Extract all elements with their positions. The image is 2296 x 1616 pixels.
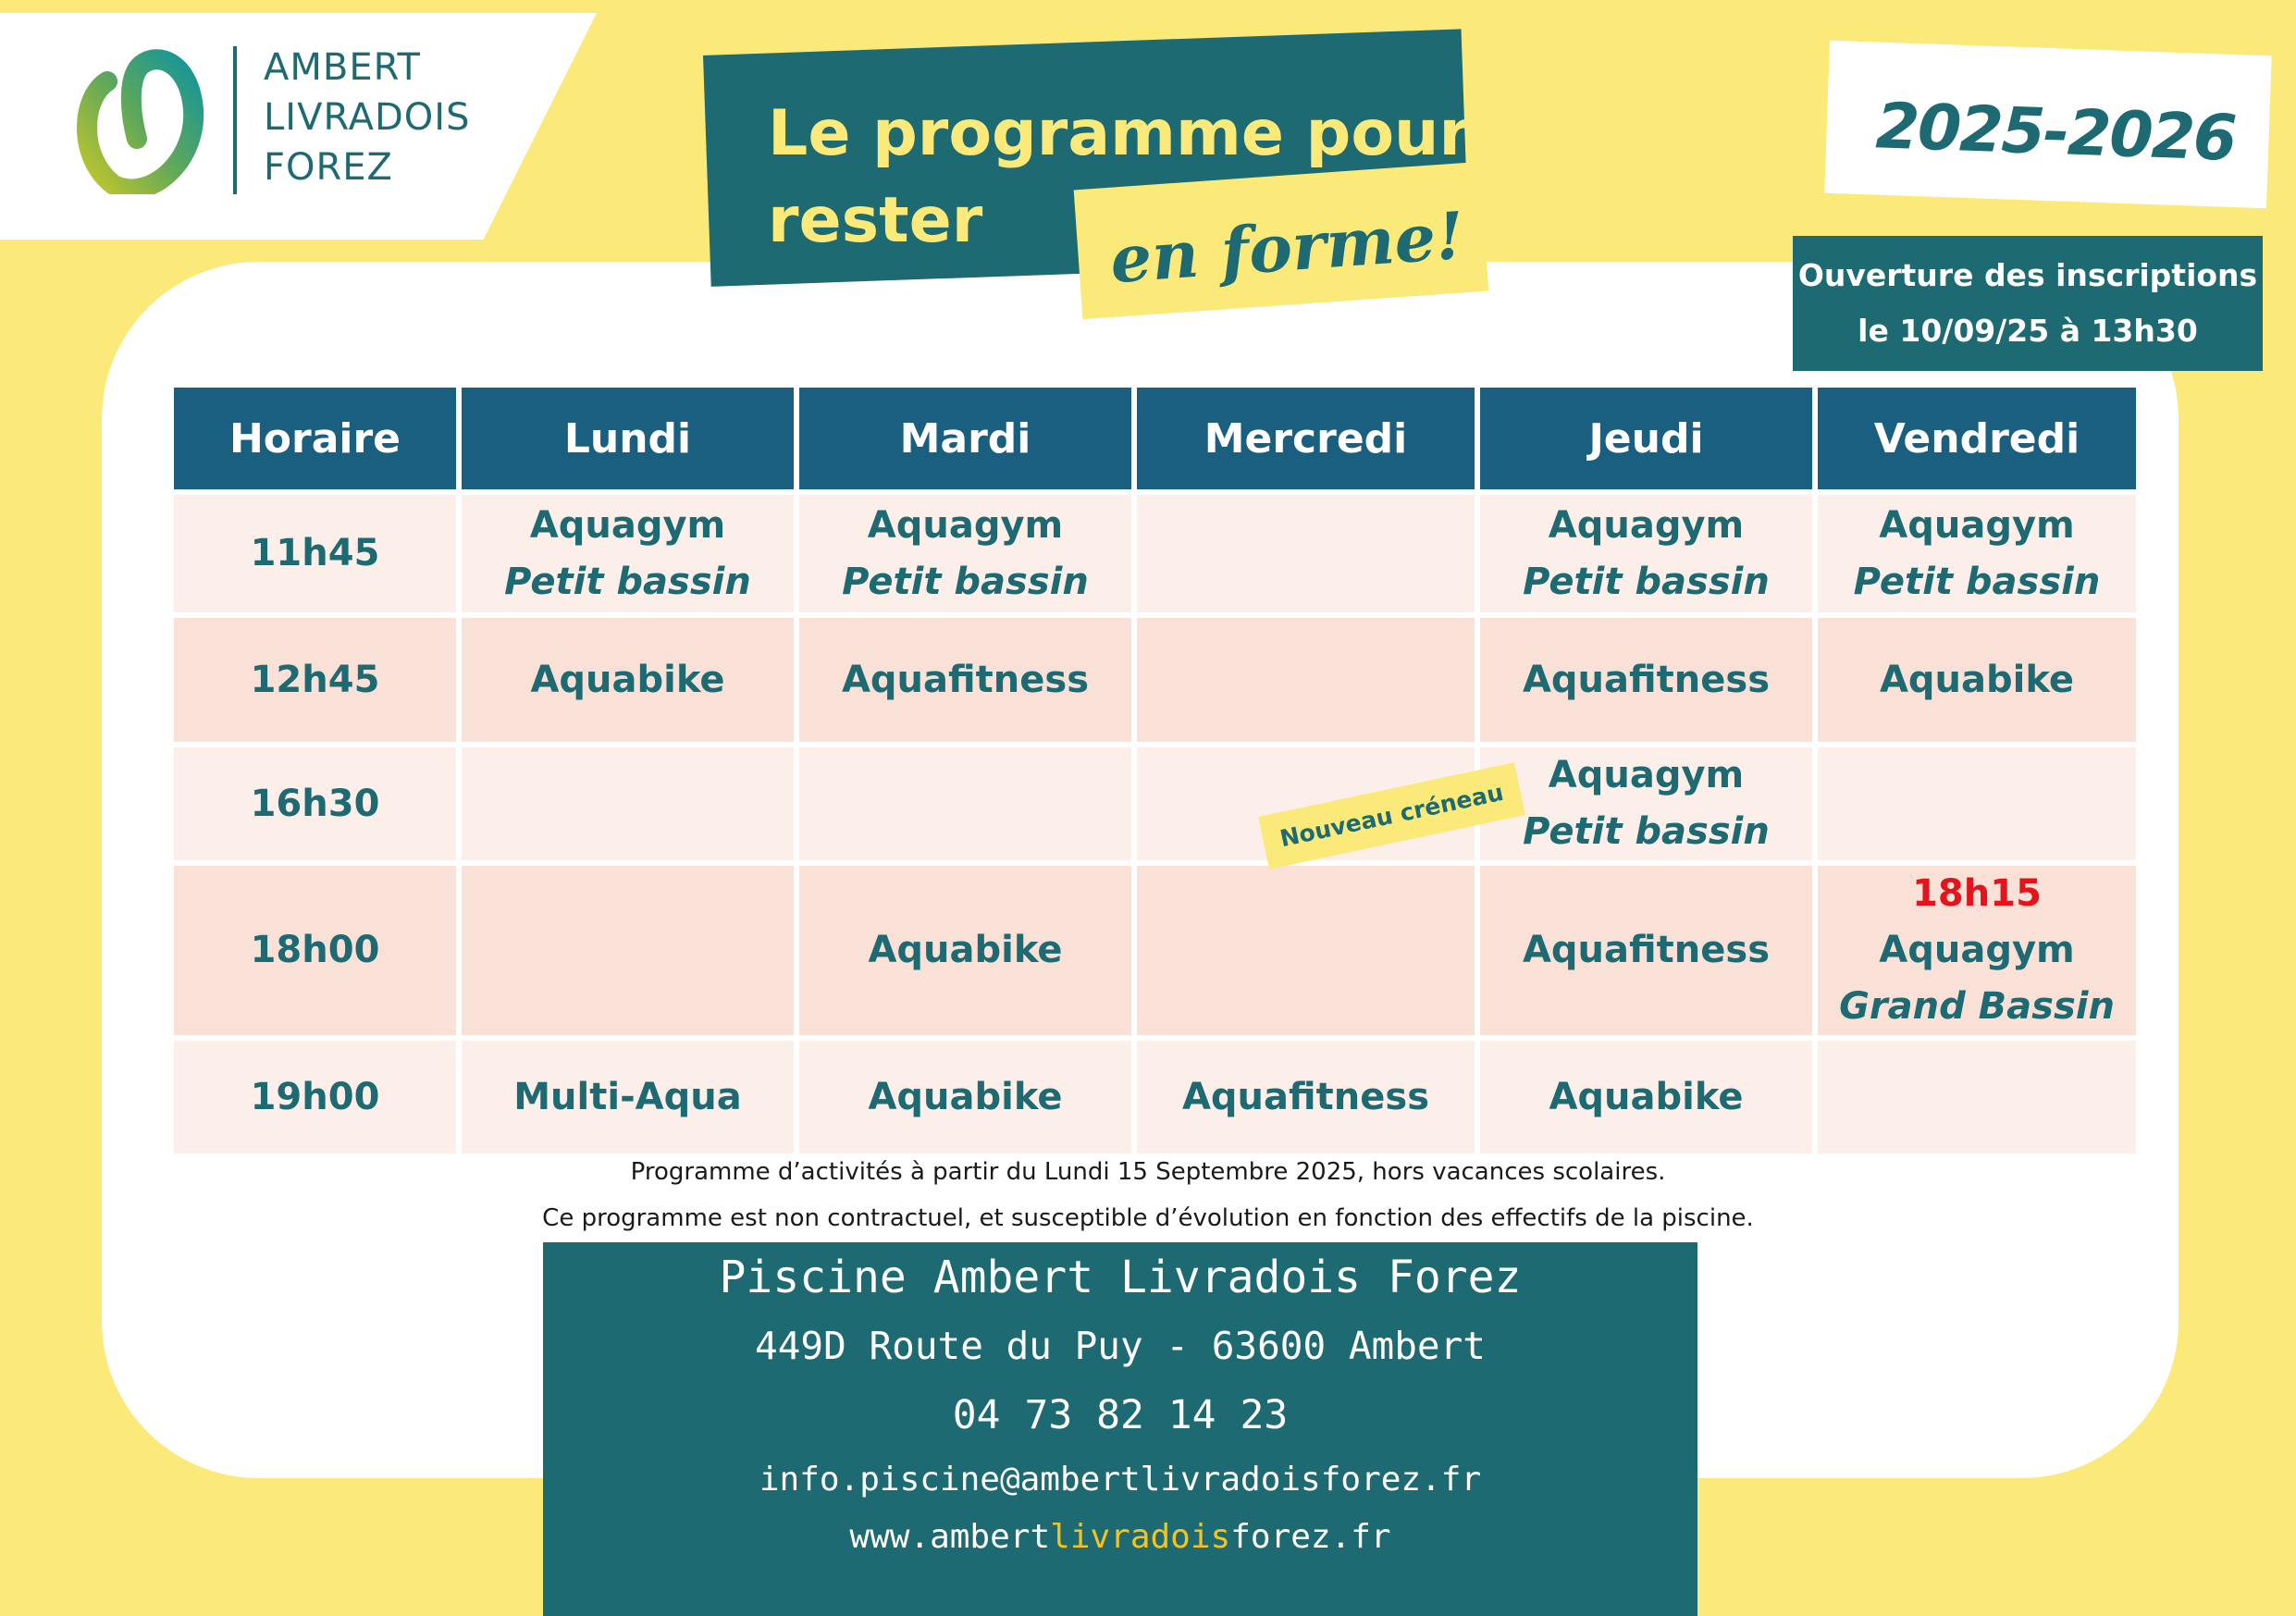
registration-box bbox=[1793, 236, 2263, 371]
title-line-2: rester bbox=[768, 184, 983, 257]
table-row bbox=[174, 618, 2136, 742]
activity-cell bbox=[1480, 747, 1812, 860]
time-cell: 19h00 bbox=[174, 1041, 456, 1153]
pool-name: Grand Bassin bbox=[1839, 985, 2115, 1028]
activity-cell bbox=[1137, 495, 1475, 612]
activity-cell bbox=[462, 747, 794, 860]
contact-name: Piscine Ambert Livradois Forez bbox=[719, 1252, 1522, 1303]
header-horaire: Horaire bbox=[174, 388, 456, 489]
pool-name: Petit bassin bbox=[842, 560, 1089, 603]
new-slot-badge: Nouveau créneau bbox=[1258, 762, 1525, 870]
footnote-dates: Programme d’activités à partir du Lundi 15 Septembre 2025, hors vacances scolaires. bbox=[630, 1158, 1666, 1186]
contact-address: 449D Route du Puy - 63600 Ambert bbox=[755, 1324, 1486, 1368]
activity-cell: Aquabike bbox=[799, 866, 1131, 1035]
header-lundi: Lundi bbox=[462, 388, 794, 489]
header-row bbox=[174, 388, 2136, 489]
pool-name: Petit bassin bbox=[1853, 560, 2101, 603]
season-label: 2025-2026 bbox=[1874, 90, 2237, 176]
contact-email[interactable]: info.piscine@ambertlivradoisforez.fr bbox=[759, 1461, 1482, 1499]
activity-name: Aquagym bbox=[1548, 754, 1745, 796]
time-cell: 12h45 bbox=[174, 618, 456, 742]
time-note: 18h15 bbox=[1912, 872, 2042, 915]
activity-cell bbox=[1480, 495, 1812, 612]
activity-cell bbox=[1818, 747, 2136, 860]
activity-cell bbox=[799, 747, 1131, 860]
table-row bbox=[174, 747, 2136, 860]
activity-cell: Aquafitness bbox=[1137, 1041, 1475, 1153]
contact-box bbox=[543, 1242, 1697, 1616]
activity-cell bbox=[1137, 866, 1475, 1035]
logo-line-3: FOREZ bbox=[264, 146, 393, 189]
logo-line-1: AMBERT bbox=[264, 46, 421, 89]
header-jeudi: Jeudi bbox=[1480, 388, 1812, 489]
registration-line-1: Ouverture des inscriptions bbox=[1797, 257, 2258, 293]
activity-cell bbox=[1818, 495, 2136, 612]
activity-name: Aquagym bbox=[1879, 503, 2075, 547]
activity-cell: Aquafitness bbox=[799, 618, 1131, 742]
activity-cell bbox=[1818, 866, 2136, 1035]
header-mardi: Mardi bbox=[799, 388, 1131, 489]
pool-name: Petit bassin bbox=[1523, 560, 1770, 603]
web-suffix: forez.fr bbox=[1230, 1518, 1391, 1556]
activity-cell: Aquabike bbox=[462, 618, 794, 742]
contact-website[interactable] bbox=[543, 1518, 1697, 1556]
activity-cell bbox=[1137, 618, 1475, 742]
activity-cell: Aquafitness bbox=[1480, 618, 1812, 742]
activity-cell bbox=[1818, 1041, 2136, 1153]
logo-wordmark bbox=[264, 43, 470, 192]
activity-cell: Aquabike bbox=[799, 1041, 1131, 1153]
pool-name: Petit bassin bbox=[504, 560, 751, 603]
header-vendredi: Vendredi bbox=[1818, 388, 2136, 489]
activity-name: Aquagym bbox=[867, 503, 1064, 547]
activity-cell: Aquabike bbox=[1818, 618, 2136, 742]
pool-name: Petit bassin bbox=[1523, 810, 1770, 853]
time-cell: 16h30 bbox=[174, 747, 456, 860]
web-highlight: livradois bbox=[1050, 1518, 1231, 1556]
time-cell: 18h00 bbox=[174, 866, 456, 1035]
activity-cell: Aquabike bbox=[1480, 1041, 1812, 1153]
title-accent: en forme! bbox=[1107, 196, 1467, 299]
activity-name: Aquagym bbox=[1879, 929, 2075, 971]
title-line-1: Le programme pour bbox=[768, 97, 1470, 170]
activity-cell bbox=[462, 866, 794, 1035]
activity-name: Aquagym bbox=[529, 503, 726, 547]
table-row bbox=[174, 495, 2136, 612]
schedule-table bbox=[168, 382, 2142, 1159]
logo-line-2: LIVRADOIS bbox=[264, 96, 471, 139]
table-row bbox=[174, 866, 2136, 1035]
contact-phone[interactable]: 04 73 82 14 23 bbox=[952, 1392, 1289, 1438]
activity-cell bbox=[799, 495, 1131, 612]
logo-mark-icon bbox=[72, 46, 211, 194]
logo-separator bbox=[233, 46, 237, 194]
time-cell: 11h45 bbox=[174, 495, 456, 612]
activity-cell bbox=[462, 495, 794, 612]
activity-cell: Multi-Aqua bbox=[462, 1041, 794, 1153]
header-mercredi: Mercredi bbox=[1137, 388, 1475, 489]
table-row bbox=[174, 1041, 2136, 1153]
footnote-disclaimer: Ce programme est non contractuel, et susceptible d’évolution en fonction des effectifs de la piscine. bbox=[542, 1204, 1754, 1232]
registration-line-2: le 10/09/25 à 13h30 bbox=[1858, 313, 2198, 349]
activity-name: Aquagym bbox=[1548, 503, 1745, 547]
web-prefix: www.ambert bbox=[849, 1518, 1051, 1556]
activity-cell: Aquafitness bbox=[1480, 866, 1812, 1035]
